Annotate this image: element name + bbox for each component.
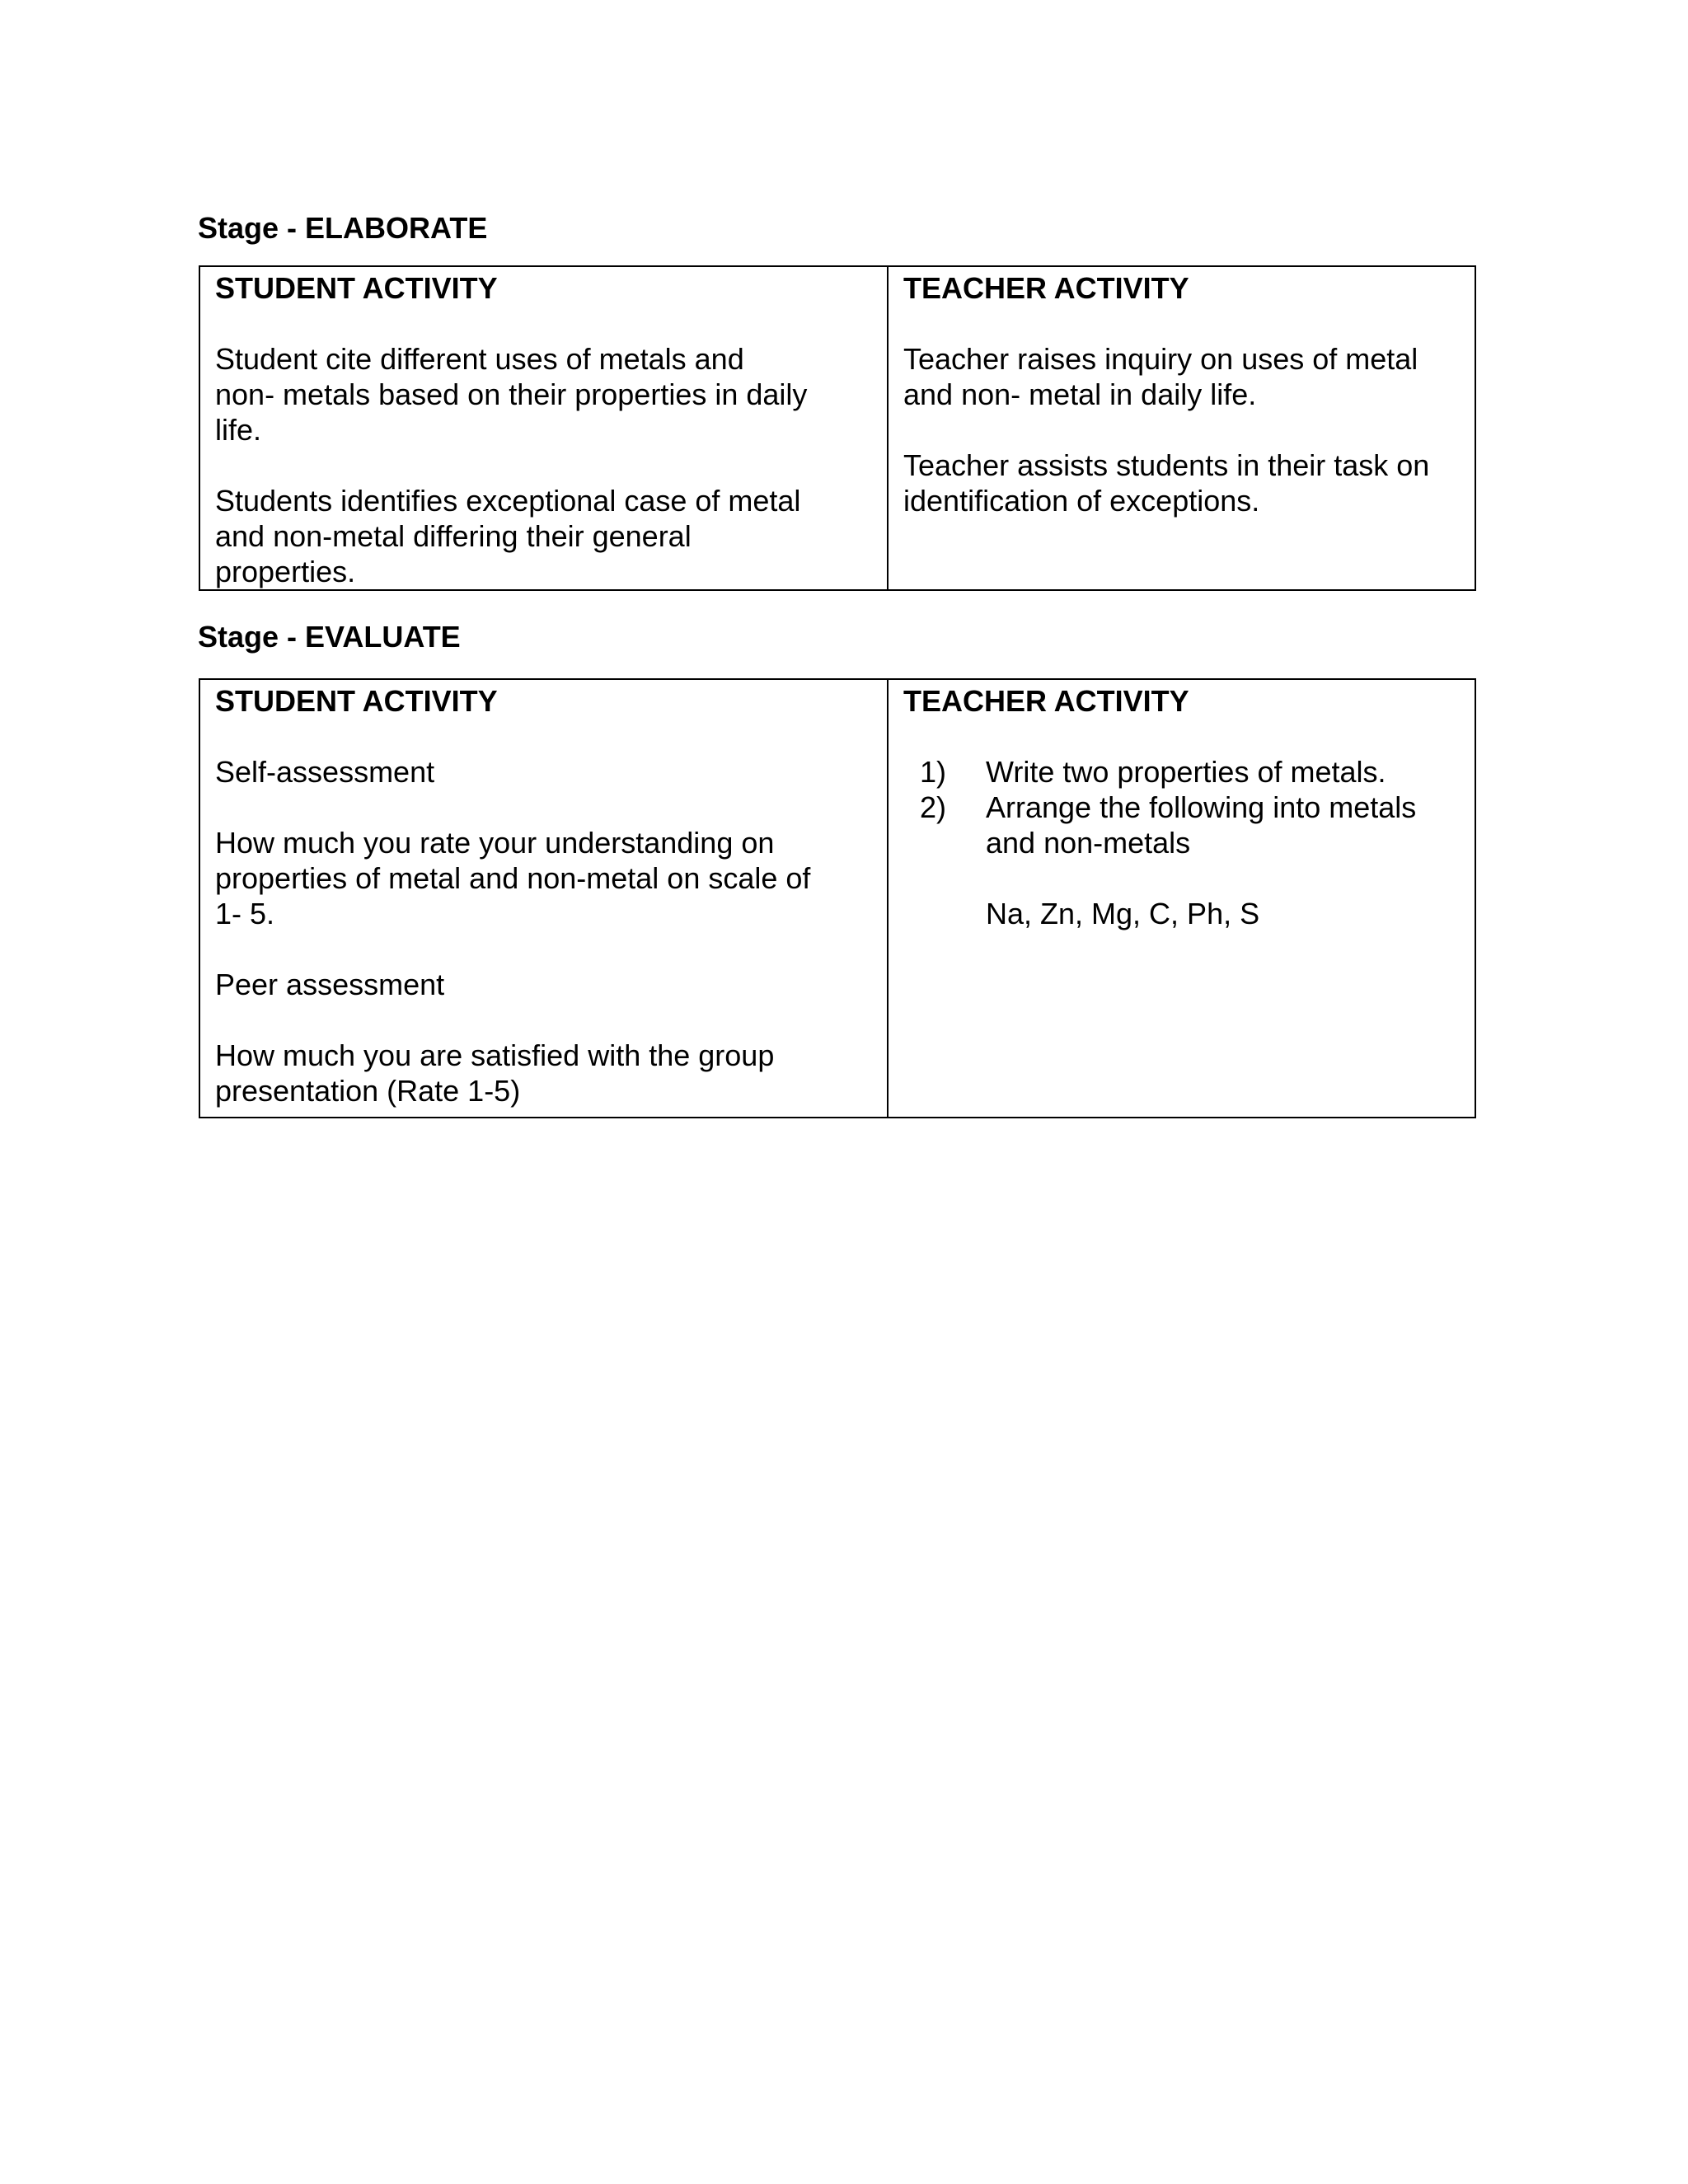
elaborate-student-paragraph-1: Student cite different uses of metals and non- metals based on their properties in daily life. [215, 342, 808, 447]
question-number: 1) [920, 755, 947, 789]
question-number: 2) [920, 790, 947, 824]
evaluate-student-header: STUDENT ACTIVITY [215, 684, 498, 718]
evaluate-student-cell [199, 679, 888, 1118]
elaborate-teacher-header: TEACHER ACTIVITY [903, 271, 1189, 305]
question-text: Write two properties of metals. [986, 755, 1386, 789]
elaborate-table-row [199, 266, 1475, 590]
question-item [920, 790, 1447, 860]
stage-elaborate-heading: Stage - ELABORATE [198, 211, 488, 245]
evaluate-question-list [903, 754, 1460, 860]
evaluate-student-paragraph-1: Self-assessment [215, 755, 435, 789]
elaborate-table [199, 265, 1476, 591]
question-item [920, 754, 1460, 790]
elaborate-student-cell [199, 266, 888, 590]
elaborate-teacher-paragraph-1: Teacher raises inquiry on uses of metal and non- metal in daily life. [903, 342, 1418, 411]
elaborate-student-header: STUDENT ACTIVITY [215, 271, 498, 305]
evaluate-table [199, 678, 1476, 1118]
evaluate-student-paragraph-2: How much you rate your understanding on properties of metal and non-metal on scale of 1- 5. [215, 826, 811, 930]
stage-evaluate-heading: Stage - EVALUATE [198, 620, 461, 654]
elaborate-teacher-cell [888, 266, 1475, 590]
evaluate-student-paragraph-4: How much you are satisfied with the group presentation (Rate 1-5) [215, 1038, 775, 1108]
evaluate-elements-list: Na, Zn, Mg, C, Ph, S [986, 897, 1260, 930]
evaluate-table-row [199, 679, 1475, 1118]
evaluate-teacher-cell [888, 679, 1475, 1118]
question-text: Arrange the following into metals and non-metals [986, 790, 1417, 860]
elaborate-student-paragraph-2: Students identifies exceptional case of metal and non-metal differing their general properties. [215, 484, 801, 588]
evaluate-teacher-header: TEACHER ACTIVITY [903, 684, 1189, 718]
elaborate-teacher-paragraph-2: Teacher assists students in their task on identification of exceptions. [903, 448, 1430, 518]
evaluate-student-paragraph-3: Peer assessment [215, 968, 445, 1001]
